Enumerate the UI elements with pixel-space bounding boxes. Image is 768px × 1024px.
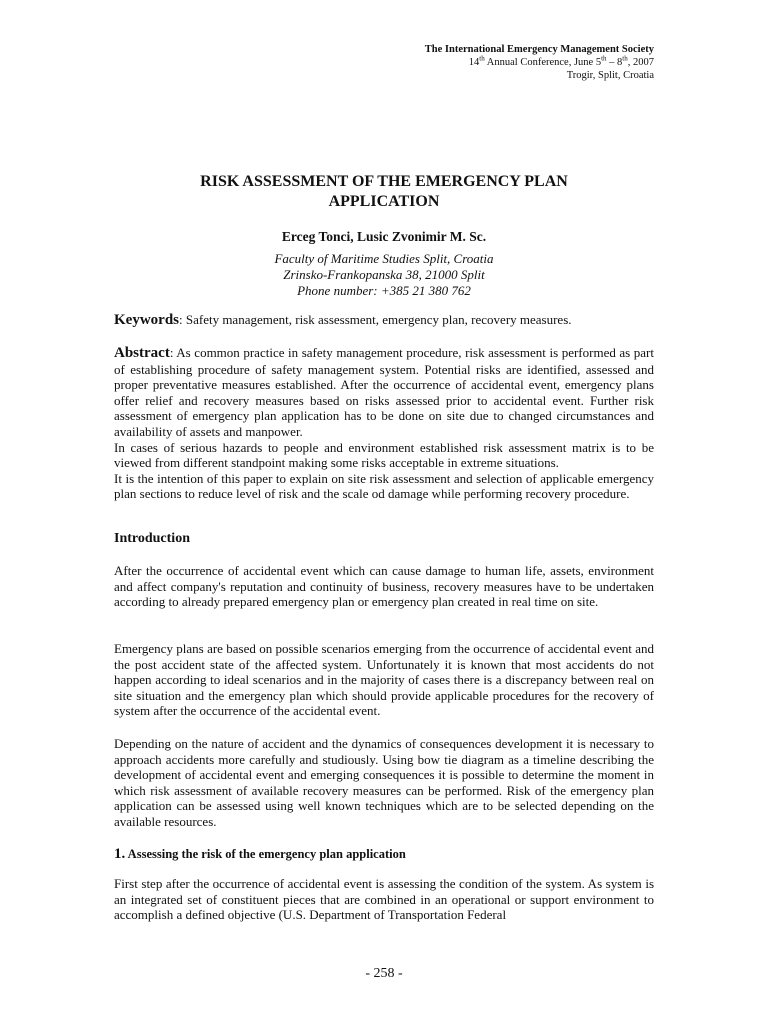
abstract-paragraph-2: In cases of serious hazards to people and environment established risk assessment matrix is to be viewed from different standpoint making some risks acceptable in extreme situations. [114,439,654,471]
section-1-paragraph-1: First step after the occurrence of accidental event is assessing the condition of the system. As system is an integrated set of constituent pieces that are combined in an operational or support environment to accomplish a defined objective (U.S. Department of Transportation Federal [114,876,654,923]
title-line-1: RISK ASSESSMENT OF THE EMERGENCY PLAN [200,173,568,190]
keywords [114,312,654,329]
section-1-heading: 1. Assessing the risk of the emergency plan application [114,846,406,862]
header-organization: The International Emergency Management Society [424,44,654,55]
paper-title [114,172,654,212]
abstract-paragraph-1: Abstract: As common practice in safety management procedure, risk assessment is performed as part of establishing procedure of safety management system. Potential risks are identified, assessed and proper preventative measures established. After the occurrence of accidental event, emergency plans offer relief and recovery measures based on risks assessed prior to accidental event. Further risk assessment of emergency plan application has to be done on site due to changed circumstances and availability of assets and manpower. [114,345,654,439]
affiliation-line-3: Phone number: +385 21 380 762 [297,283,471,298]
keywords-text: : Safety management, risk assessment, emergency plan, recovery measures. [179,312,572,327]
section-1-number: 1. [114,846,126,862]
header-location: Trogir, Split, Croatia [566,70,654,81]
introduction-heading: Introduction [114,531,190,546]
page-number: - 258 - [365,966,403,981]
introduction-paragraph-1: After the occurrence of accidental event which can cause damage to human life, assets, environment and affect company's reputation and continuity of business, recovery measures have to be undertaken according to already prepared emergency plan or emergency plan created in real time on site. [114,563,654,610]
abstract-paragraph-3: It is the intention of this paper to explain on site risk assessment and selection of applicable emergency plan sections to reduce level of risk and the scale od damage while performing recovery procedure. [114,470,654,502]
conference-header [425,43,654,82]
introduction-paragraph-2: Emergency plans are based on possible scenarios emerging from the occurrence of accidental event and the post accident state of the affected system. Unfortunately it is known that most accidents do not happen according to ideal scenarios and in the majority of cases there is a discrepancy between real on site situation and the emergency plan which should provide applicable procedures for the recovery of system after the occurrence of the accidental event. [114,641,654,719]
abstract [114,345,654,502]
affiliation-line-1: Faculty of Maritime Studies Split, Croatia [274,251,494,266]
paper-authors: Erceg Tonci, Lusic Zvonimir M. Sc. [281,229,487,244]
keywords-label: Keywords [114,312,179,328]
affiliation-line-2: Zrinsko-Frankopanska 38, 21000 Split [283,267,485,282]
title-line-2: APPLICATION [328,193,440,210]
introduction-paragraph-3: Depending on the nature of accident and the dynamics of consequences development it is necessary to approach accidents more carefully and studiously. Using bow tie diagram as a timeline describing the development of accidental event and emerging consequences it is possible to determine the moment in which risk assessment of available recovery measures can be performed. Risk of the emergency plan application can be assessed using well known techniques which are to be selected depending on the available resources. [114,736,654,829]
header-conference: 14th Annual Conference, June 5th – 8th, 2007 [468,54,654,68]
author-affiliation [114,251,654,299]
abstract-label: Abstract [114,345,170,361]
